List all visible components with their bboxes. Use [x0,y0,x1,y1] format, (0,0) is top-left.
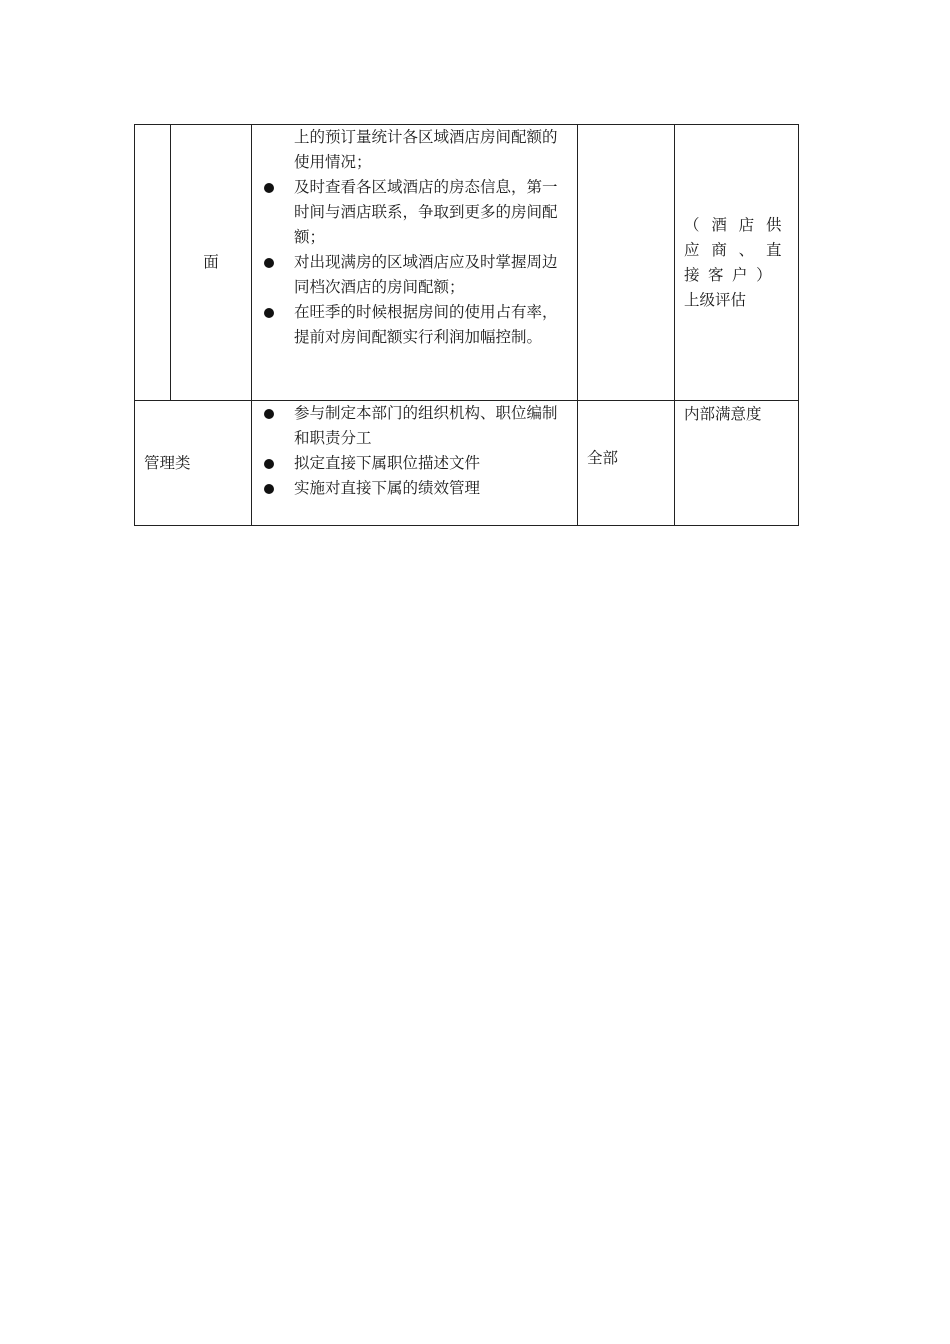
list-item: 实施对直接下属的绩效管理 [252,476,563,501]
list-item: 参与制定本部门的组织机构、职位编制和职责分工 [252,401,563,451]
subcategory-cell [171,125,252,401]
list-item: 在旺季的时候根据房间的使用占有率，提前对房间配额实行利润加幅控制。 [252,300,563,350]
kpi-cell [675,401,799,526]
duties-list [252,125,577,350]
list-item: 拟定直接下属职位描述文件 [252,451,563,476]
responsibility-table [134,124,799,526]
category-cell-empty [135,125,171,401]
duties-cell [252,401,578,526]
kpi-text: （酒店供应商、直接客户） [684,216,790,284]
duties-list [252,401,577,501]
kpi-text: 内部满意度 [684,405,762,423]
list-item: 及时查看各区域酒店的房态信息，第一时间与酒店联系，争取到更多的房间配额； [252,175,563,250]
kpi-text-secondary: 上级评估 [684,291,747,309]
table-row [135,125,799,401]
list-item: 上的预订量统计各区域酒店房间配额的使用情况； [294,128,558,171]
subcategory-label: 面 [203,253,219,271]
category-label: 管理类 [144,453,191,472]
list-item: 对出现满房的区域酒店应及时掌握周边同档次酒店的房间配额； [252,250,563,300]
duties-cell [252,125,578,401]
category-cell [135,401,252,526]
kpi-cell [675,125,799,401]
table-row [135,401,799,526]
scope-text: 全部 [587,449,619,467]
scope-cell [578,401,675,526]
scope-cell [578,125,675,401]
